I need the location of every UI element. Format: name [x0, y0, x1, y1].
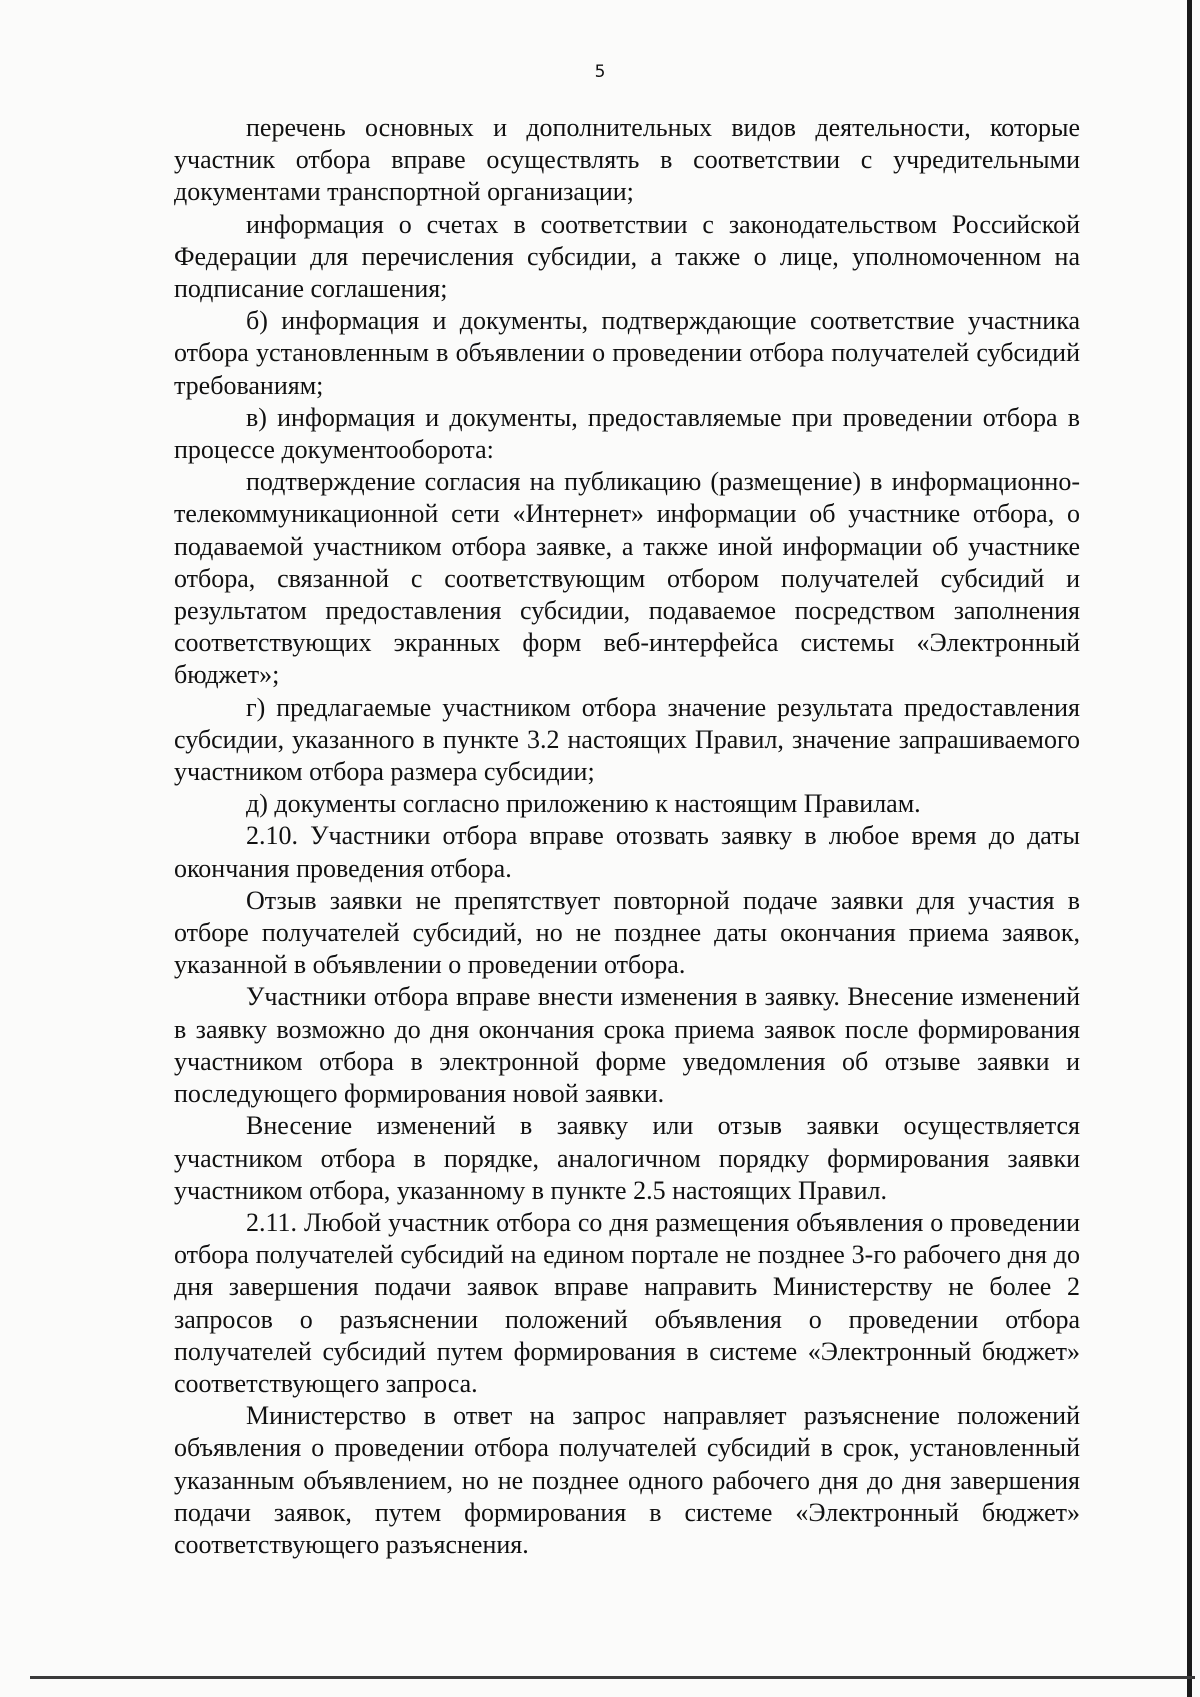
- paragraph: Участники отбора вправе внести изменения в заявку. Внесение изменений в заявку возможно до дня окончания срока приема заявок после формирования участником отбора в электронной форме уведомления об отзыве заявки и последующего формирования новой заявки.: [174, 982, 1080, 1109]
- paragraph: Министерство в ответ на запрос направляет разъяснение положений объявления о проведении отбора получателей субсидий в срок, установленный указанным объявлением, но не позднее одного рабочего дня до дня завершения подачи заявок, путем формирования в системе «Электронный бюджет» соответствующего разъяснения.: [174, 1401, 1080, 1559]
- paragraph: подтверждение согласия на публикацию (размещение) в информационно-телекоммуникационной сети «Интернет» информации об участнике отбора, о подаваемой участником отбора заявке, а также иной информации об участнике отбора, связанной с соответствующим отбором получателей субсидий и результатом предоставления субсидии, подаваемое посредством заполнения соответствующих экранных форм веб-интерфейса системы «Электронный бюджет»;: [174, 467, 1080, 690]
- paragraph: информация о счетах в соответствии с законодательством Российской Федерации для перечисления субсидии, а также о лице, уполномоченном на подписание соглашения;: [174, 209, 1080, 304]
- paragraph: Отзыв заявки не препятствует повторной подаче заявки для участия в отборе получателей субсидий, но не позднее даты окончания приема заявок, указанной в объявлении о проведении отбора.: [174, 885, 1080, 980]
- scan-edge-bottom: [30, 1676, 1195, 1679]
- paragraph: Внесение изменений в заявку или отзыв заявки осуществляется участником отбора в порядке, аналогичном порядку формирования заявки участником отбора, указанному в пункте 2.5 настоящих Правил.: [174, 1111, 1080, 1205]
- paragraph: 2.11. Любой участник отбора со дня размещения объявления о проведении отбора получателей субсидий на едином портале не позднее 3-го рабочего дня до дня завершения подачи заявок вправе направить Министерству не более 2 запросов о разъяснении положений объявления о проведении отбора получателей субсидий путем формирования в системе «Электронный бюджет» соответствующего запроса.: [174, 1207, 1080, 1398]
- paragraph: 2.10. Участники отбора вправе отозвать заявку в любое время до даты окончания проведения отбора.: [174, 821, 1080, 883]
- paragraph: б) информация и документы, подтверждающие соответствие участника отбора установленным в объявлении о проведении отбора получателей субсидий требованиям;: [174, 306, 1080, 400]
- page-number: 5: [594, 62, 606, 82]
- paragraph: в) информация и документы, предоставляемые при проведении отбора в процессе документооборота:: [174, 402, 1080, 465]
- paragraph: д) документы согласно приложению к настоящим Правилам.: [246, 789, 921, 819]
- document-body: [174, 112, 1080, 1561]
- scan-edge-right: [1187, 0, 1192, 1697]
- paragraph: г) предлагаемые участником отбора значение результата предоставления субсидии, указанного в пункте 3.2 настоящих Правил, значение запрашиваемого участником отбора размера субсидии;: [174, 692, 1080, 787]
- paragraph: перечень основных и дополнительных видов деятельности, которые участник отбора вправе осуществлять в соответствии с учредительными документами транспортной организации;: [174, 113, 1080, 207]
